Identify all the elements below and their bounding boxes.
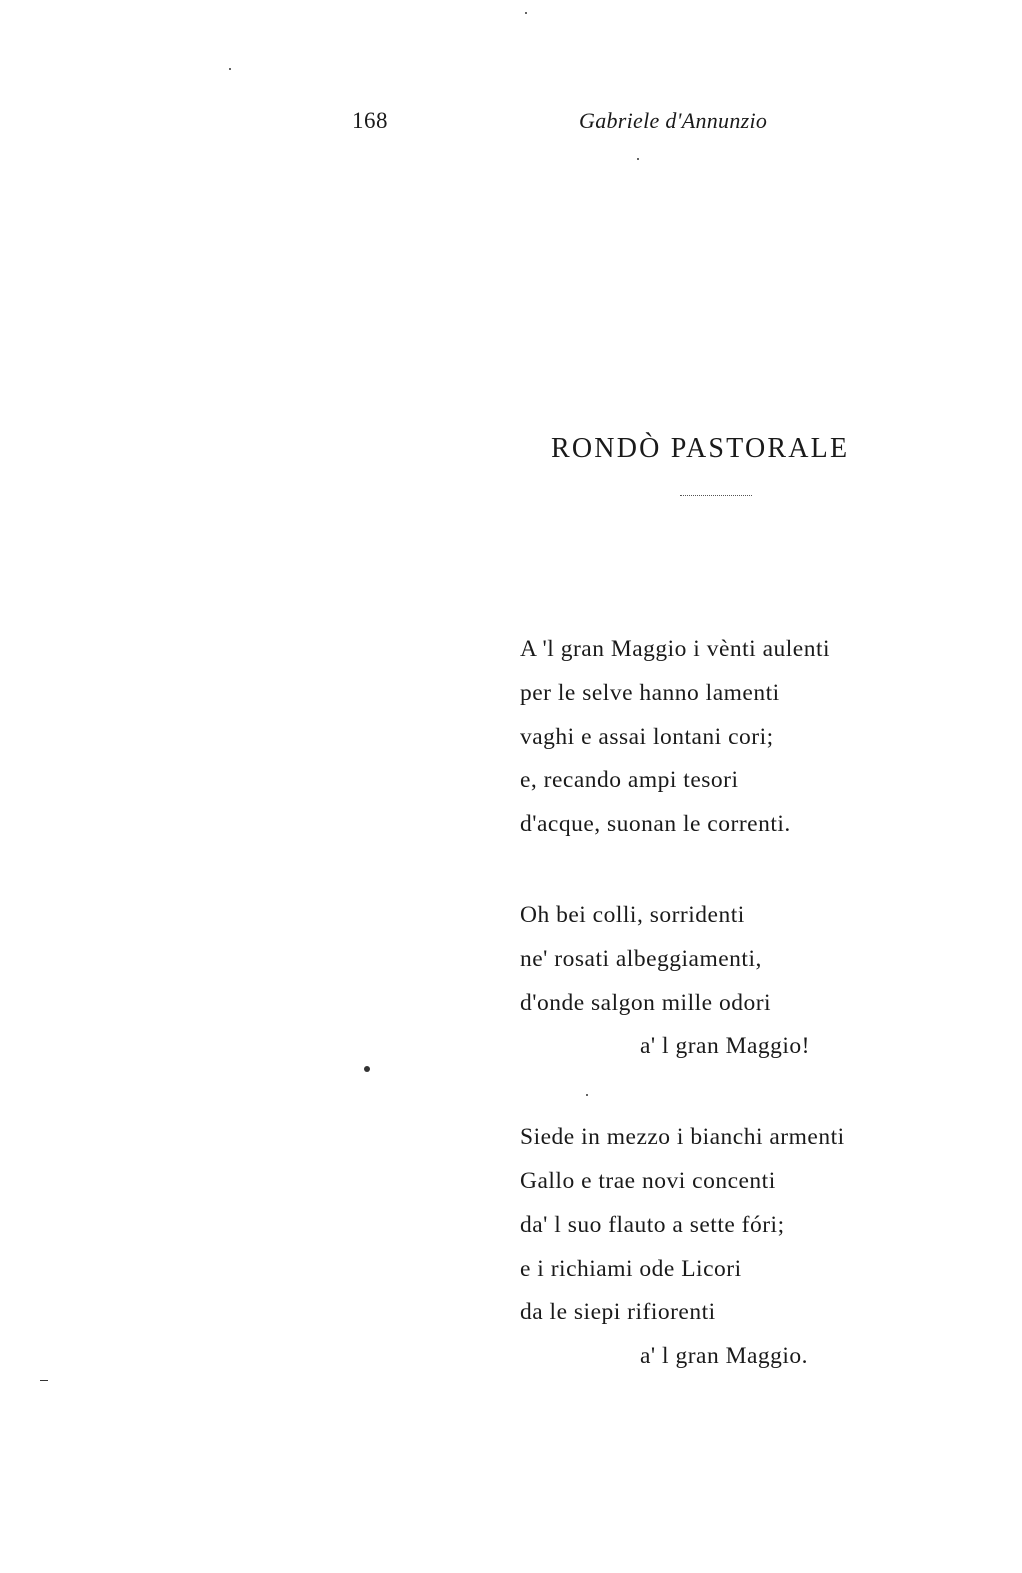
verse-line: e i richiami ode Licori: [520, 1255, 742, 1282]
poem-body: [520, 628, 845, 1426]
refrain-line: a' l gran Maggio!: [640, 1033, 811, 1060]
verse-line: ne' rosati albeggiamenti,: [520, 945, 762, 972]
poem-title: RONDÒ PASTORALE: [551, 433, 850, 464]
verse-line: Gallo e trae novi concenti: [520, 1167, 776, 1194]
scan-speck: [40, 1380, 48, 1381]
scan-speck: [229, 68, 231, 70]
stanza-3: [520, 1116, 845, 1379]
verse-line: e, recando ampi tesori: [520, 767, 739, 794]
verse-line: vaghi e assai lontani cori;: [520, 723, 774, 750]
verse-line: A 'l gran Maggio i vènti aulenti: [520, 636, 831, 662]
refrain-line: a' l gran Maggio.: [640, 1343, 809, 1370]
scan-speck: [525, 12, 527, 14]
verse-line: Oh bei colli, sorridenti: [520, 901, 745, 928]
stanza-2: [520, 894, 845, 1069]
scan-speck: [637, 158, 639, 160]
verse-line: d'onde salgon mille odori: [520, 989, 772, 1016]
scan-speck: [364, 1066, 370, 1072]
verse-line: da le siepi rifiorenti: [520, 1299, 716, 1326]
verse-line: da' l suo flauto a sette fóri;: [520, 1211, 785, 1238]
title-divider: [680, 495, 752, 496]
scan-speck: [586, 1094, 588, 1096]
verse-line: d'acque, suonan le correnti.: [520, 811, 791, 838]
running-head: Gabriele d'Annunzio: [579, 108, 768, 133]
verse-line: Siede in mezzo i bianchi armenti: [520, 1124, 845, 1151]
page-number: 168: [352, 108, 388, 133]
stanza-1: [520, 628, 845, 847]
verse-line: per le selve hanno lamenti: [520, 679, 780, 706]
